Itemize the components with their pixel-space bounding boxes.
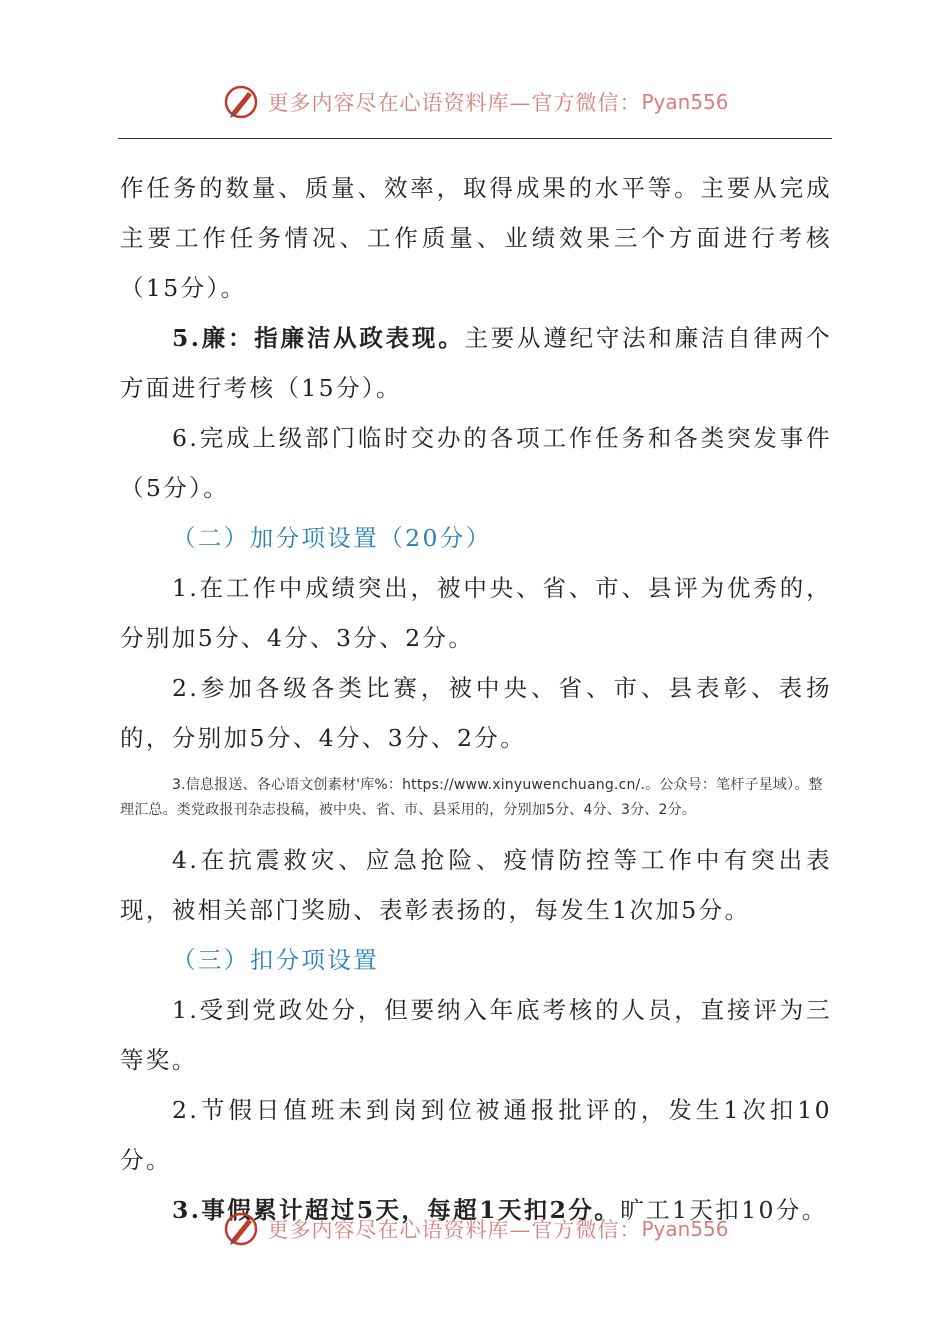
paragraph: 4.在抗震救灾、应急抢险、疫情防控等工作中有突出表现，被相关部门奖励、表彰表扬的，每发生1次加5分。 <box>120 846 832 924</box>
paragraph: 6.完成上级部门临时交办的各项工作任务和各类突发事件（5分）。 <box>120 424 832 502</box>
paragraph: 2.节假日值班未到岗到位被通报批评的，发生1次扣10分。 <box>120 1096 832 1174</box>
paragraph: 作任务的数量、质量、效率，取得成果的水平等。主要从完成主要工作任务情况、工作质量、业绩效果三个方面进行考核（15分）。 <box>120 174 832 302</box>
paragraph: 2.参加各级各类比赛，被中央、省、市、县表彰、表扬的，分别加5分、4分、3分、2分。 <box>120 674 832 752</box>
bold-lead: 3.事假累计超过5天，每超1天扣2分。 <box>172 1196 621 1224</box>
paragraph: 1.受到党政处分，但要纳入年底考核的人员，直接评为三等奖。 <box>120 996 832 1074</box>
paragraph-small: 3.信息报送、各心语文创素材'库%：https://www.xinyuwenchuang.cn/.。公众号：笔杆子星域）。整理汇总。类党政报刊杂志投稿，被中央、省、市、县采用的，分别加5分、4分、3分、2分。 <box>120 777 823 818</box>
section-heading: （二）加分项设置（20分） <box>172 524 492 552</box>
section-heading: （三）扣分项设置 <box>172 946 380 974</box>
header-banner <box>0 80 950 124</box>
paragraph-text: 主要从遵纪守法和廉洁自律两个方面进行考核（15分）。 <box>120 324 832 402</box>
banner-text: 更多内容尽在心语资料库—官方微信： <box>267 91 642 115</box>
paragraph <box>120 313 832 413</box>
document-body <box>120 163 832 1235</box>
pen-logo-icon <box>221 1209 261 1249</box>
footer-banner <box>0 1207 950 1251</box>
banner-text: 更多内容尽在心语资料库—官方微信： <box>267 1218 642 1242</box>
banner-wechat: Pyan556 <box>641 90 729 114</box>
banner-wechat: Pyan556 <box>641 1217 729 1241</box>
paragraph: 1.在工作中成绩突出，被中央、省、市、县评为优秀的，分别加5分、4分、3分、2分。 <box>120 574 832 652</box>
header-divider <box>118 138 832 139</box>
paragraph-text: 旷工1天扣10分。 <box>620 1196 828 1224</box>
pen-logo-icon <box>221 82 261 122</box>
bold-lead: 5.廉：指廉洁从政表现。 <box>172 324 465 352</box>
